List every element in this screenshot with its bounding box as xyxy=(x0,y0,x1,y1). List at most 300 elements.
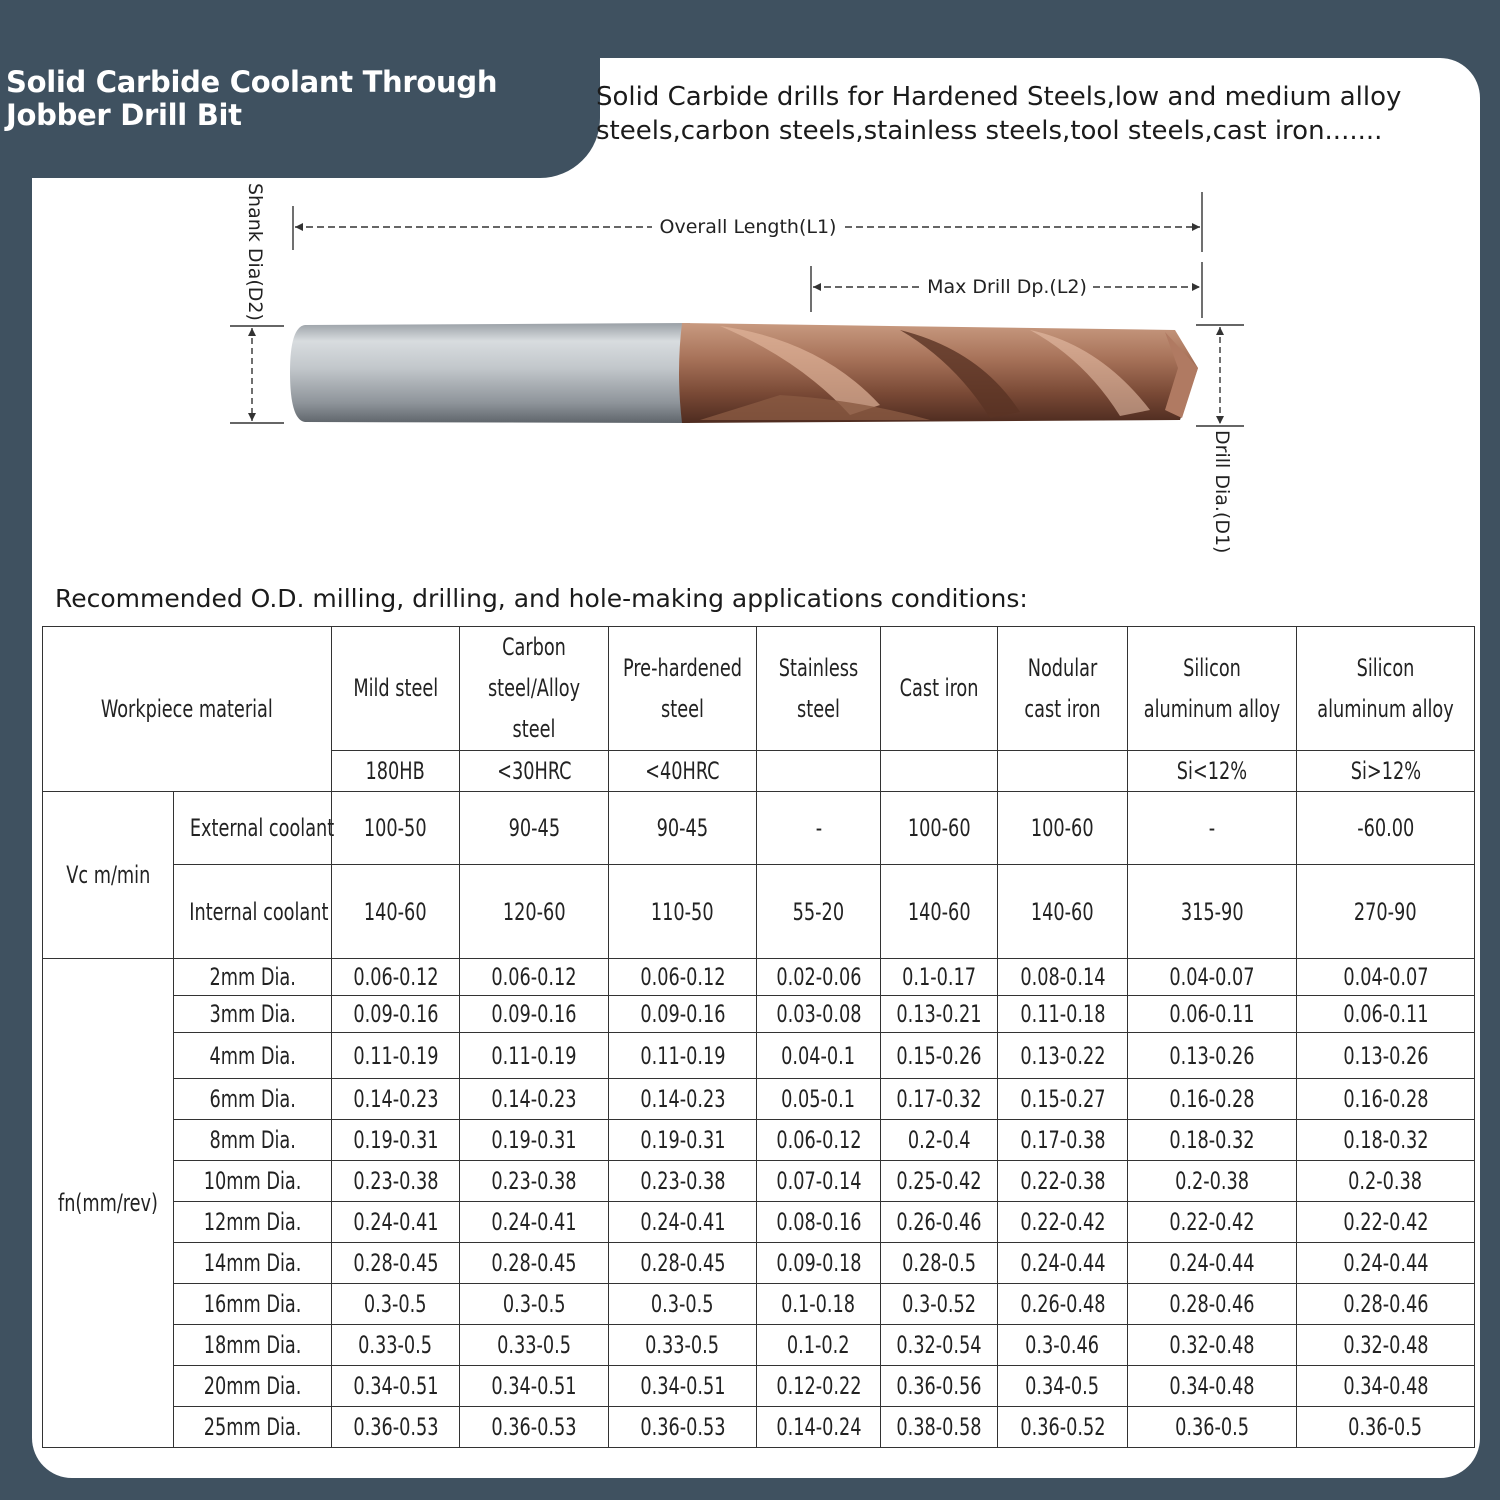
diameter-label-text: 18mm Dia. xyxy=(203,1331,302,1359)
table-cell xyxy=(998,1243,1128,1284)
table-cell-text: 0.36-0.53 xyxy=(491,1413,577,1441)
table-cell xyxy=(1128,1033,1297,1079)
table-cell xyxy=(332,1325,460,1366)
table-row xyxy=(43,1243,1475,1284)
table-cell-text: 0.34-0.48 xyxy=(1342,1372,1429,1400)
table-row xyxy=(43,1407,1475,1448)
table-cell xyxy=(609,1243,757,1284)
diameter-label-text: 12mm Dia. xyxy=(203,1208,302,1236)
table-cell xyxy=(460,792,609,865)
table-cell-text: 0.23-0.38 xyxy=(491,1167,577,1195)
coolant-label-text: External coolant xyxy=(189,814,335,842)
product-description: Solid Carbide drills for Hardened Steels,low and medium alloy steels,carbon steels,stainless steels,tool steels,cast iron....... xyxy=(596,82,1402,146)
table-cell xyxy=(1297,996,1475,1033)
diameter-label-text: 4mm Dia. xyxy=(209,1041,296,1070)
table-cell-text: 90-45 xyxy=(656,814,709,842)
table-cell xyxy=(1128,1284,1297,1325)
table-cell-text: 0.3-0.46 xyxy=(1025,1331,1100,1359)
table-cell-text: 0.19-0.31 xyxy=(639,1126,726,1154)
table-cell xyxy=(460,865,609,959)
material-header-text: Mild steel xyxy=(353,674,438,702)
diameter-label-text: 25mm Dia. xyxy=(203,1413,302,1441)
material-header xyxy=(757,627,881,751)
overall-length-label: Overall Length(L1) xyxy=(659,216,837,238)
table-cell-text: 0.2-0.38 xyxy=(1348,1167,1423,1195)
table-cell xyxy=(757,1202,881,1243)
table-cell xyxy=(1297,1325,1475,1366)
material-header xyxy=(332,627,460,751)
table-cell-text: 0.06-0.12 xyxy=(639,963,726,991)
material-header xyxy=(609,627,757,751)
table-cell-text: 0.24-0.41 xyxy=(491,1208,577,1236)
diameter-label xyxy=(174,1366,332,1407)
table-cell xyxy=(1128,996,1297,1033)
table-cell xyxy=(1297,1033,1475,1079)
coolant-label-text: Internal coolant xyxy=(189,897,329,926)
table-cell xyxy=(609,1033,757,1079)
table-cell xyxy=(998,1033,1128,1079)
table-cell xyxy=(460,996,609,1033)
diameter-label-text: 16mm Dia. xyxy=(203,1290,302,1318)
table-cell-text: 0.24-0.41 xyxy=(639,1208,726,1236)
table-cell-text: 0.09-0.16 xyxy=(352,1000,439,1028)
table-cell-text: 0.34-0.51 xyxy=(491,1372,577,1400)
table-cell xyxy=(757,996,881,1033)
table-cell xyxy=(609,996,757,1033)
table-cell-text: 0.28-0.46 xyxy=(1169,1290,1255,1318)
table-cell-text: 0.11-0.18 xyxy=(1019,1000,1106,1028)
table-cell xyxy=(332,959,460,996)
table-cell-text: 0.19-0.31 xyxy=(352,1126,439,1154)
hardness-cell xyxy=(881,751,998,792)
table-cell xyxy=(460,1120,609,1161)
table-cell-text: 0.04-0.07 xyxy=(1169,963,1255,991)
table-cell-text: 0.28-0.45 xyxy=(639,1249,726,1277)
hardness-cell xyxy=(1128,751,1297,792)
table-cell-text: 0.3-0.52 xyxy=(902,1290,976,1318)
hardness-cell-text: Si>12% xyxy=(1350,757,1421,785)
table-cell-text: 100-60 xyxy=(1031,814,1094,842)
table-cell-text: 0.36-0.53 xyxy=(352,1413,439,1441)
table-cell-text: 0.34-0.48 xyxy=(1169,1372,1255,1400)
table-cell-text: 0.36-0.56 xyxy=(896,1372,982,1400)
diameter-label xyxy=(174,1033,332,1079)
table-cell xyxy=(460,1161,609,1202)
table-cell-text: 0.28-0.46 xyxy=(1342,1290,1429,1318)
table-cell-text: - xyxy=(1208,814,1216,842)
hardness-cell xyxy=(460,751,609,792)
table-row xyxy=(43,865,1475,959)
table-cell xyxy=(460,1079,609,1120)
table-cell-text: 0.19-0.31 xyxy=(491,1126,577,1154)
table-cell xyxy=(998,865,1128,959)
diameter-label-text: 2mm Dia. xyxy=(209,963,296,991)
table-cell-text: 0.33-0.5 xyxy=(497,1331,571,1359)
table-cell-text: 0.13-0.22 xyxy=(1019,1041,1106,1070)
table-cell-text: 0.08-0.16 xyxy=(775,1208,862,1236)
table-cell xyxy=(1128,1202,1297,1243)
workpiece-material-header-text: Workpiece material xyxy=(101,695,273,723)
table-cell xyxy=(332,1243,460,1284)
material-header-text: Pre-hardened steel xyxy=(623,653,742,723)
table-cell xyxy=(1128,865,1297,959)
table-cell-text: 270-90 xyxy=(1354,897,1417,926)
table-cell-text: 0.14-0.23 xyxy=(352,1085,439,1113)
table-cell-text: 0.36-0.52 xyxy=(1019,1413,1106,1441)
table-cell-text: 0.28-0.5 xyxy=(902,1249,976,1277)
table-cell xyxy=(998,1079,1128,1120)
table-cell-text: 0.03-0.08 xyxy=(775,1000,862,1028)
table-cell xyxy=(998,959,1128,996)
table-cell xyxy=(1128,1079,1297,1120)
diameter-label-text: 8mm Dia. xyxy=(209,1126,296,1154)
table-row xyxy=(43,1366,1475,1407)
table-cell-text: 0.1-0.17 xyxy=(902,963,976,991)
table-cell xyxy=(757,1161,881,1202)
material-header xyxy=(460,627,609,751)
table-cell xyxy=(609,1161,757,1202)
table-cell xyxy=(1128,959,1297,996)
table-cell xyxy=(1297,865,1475,959)
max-drill-depth-label: Max Drill Dp.(L2) xyxy=(927,276,1087,298)
table-cell-text: 120-60 xyxy=(502,897,566,926)
table-cell xyxy=(881,792,998,865)
table-cell-text: 0.15-0.27 xyxy=(1019,1085,1106,1113)
hardness-cell xyxy=(757,751,881,792)
table-cell xyxy=(757,792,881,865)
table-cell-text: 0.09-0.16 xyxy=(639,1000,726,1028)
table-cell-text: 0.32-0.48 xyxy=(1342,1331,1429,1359)
table-cell-text: 0.3-0.5 xyxy=(651,1290,714,1318)
table-cell-text: 0.05-0.1 xyxy=(781,1085,856,1113)
table-cell xyxy=(609,1202,757,1243)
table-cell xyxy=(757,1079,881,1120)
diameter-label xyxy=(174,959,332,996)
table-cell-text: 0.32-0.54 xyxy=(896,1331,982,1359)
table-cell xyxy=(460,1325,609,1366)
table-cell-text: 0.36-0.5 xyxy=(1348,1413,1423,1441)
table-cell xyxy=(609,959,757,996)
table-cell xyxy=(1297,1243,1475,1284)
table-cell-text: 0.06-0.12 xyxy=(491,963,577,991)
table-cell xyxy=(881,865,998,959)
table-cell-text: 0.22-0.42 xyxy=(1019,1208,1106,1236)
table-cell xyxy=(1128,1161,1297,1202)
material-header-text: Silicon aluminum alloy xyxy=(1143,653,1281,723)
table-cell-text: 0.06-0.12 xyxy=(775,1126,862,1154)
table-cell-text: 0.28-0.45 xyxy=(352,1249,439,1277)
table-row xyxy=(43,996,1475,1033)
table-cell-text: 140-60 xyxy=(1031,897,1094,926)
table-cell-text: 0.18-0.32 xyxy=(1169,1126,1255,1154)
table-cell xyxy=(998,1202,1128,1243)
table-cell-text: 0.33-0.5 xyxy=(645,1331,720,1359)
table-cell-text: 0.2-0.38 xyxy=(1175,1167,1249,1195)
diameter-label xyxy=(174,996,332,1033)
table-cell-text: 0.02-0.06 xyxy=(775,963,862,991)
table-cell xyxy=(757,959,881,996)
table-cell-text: 0.26-0.48 xyxy=(1019,1290,1106,1318)
table-cell-text: 0.12-0.22 xyxy=(775,1372,862,1400)
table-cell-text: 0.04-0.1 xyxy=(781,1041,856,1070)
table-cell-text: 0.36-0.5 xyxy=(1175,1413,1249,1441)
table-cell xyxy=(332,1079,460,1120)
table-cell xyxy=(1128,1243,1297,1284)
hardness-cell-text: <30HRC xyxy=(496,757,572,785)
table-cell xyxy=(998,1161,1128,1202)
table-cell-text: 100-60 xyxy=(907,814,971,842)
table-cell-text: 0.17-0.32 xyxy=(896,1085,982,1113)
drill-diagram xyxy=(0,170,1500,580)
table-cell xyxy=(1297,1366,1475,1407)
table-cell xyxy=(1128,1325,1297,1366)
table-cell-text: 0.14-0.24 xyxy=(775,1413,862,1441)
table-cell-text: 315-90 xyxy=(1180,897,1244,926)
shank-dia-label: Shank Dia(D2) xyxy=(244,183,266,321)
table-cell xyxy=(998,996,1128,1033)
table-cell-text: 140-60 xyxy=(364,897,427,926)
table-cell xyxy=(881,1325,998,1366)
table-cell-text: 0.22-0.42 xyxy=(1169,1208,1255,1236)
table-cell xyxy=(881,1033,998,1079)
table-cell-text: 0.3-0.5 xyxy=(364,1290,427,1318)
workpiece-material-header xyxy=(43,627,332,792)
table-cell xyxy=(881,1161,998,1202)
table-cell-text: 0.1-0.2 xyxy=(787,1331,850,1359)
diameter-label-text: 14mm Dia. xyxy=(203,1249,302,1277)
table-cell xyxy=(881,996,998,1033)
diameter-label xyxy=(174,1202,332,1243)
table-cell xyxy=(998,1120,1128,1161)
diameter-label xyxy=(174,1161,332,1202)
table-cell xyxy=(757,1243,881,1284)
hardness-cell xyxy=(998,751,1128,792)
table-cell-text: 140-60 xyxy=(907,897,971,926)
table-row xyxy=(43,1033,1475,1079)
section-title: Recommended O.D. milling, drilling, and hole-making applications conditions: xyxy=(55,584,1028,613)
table-cell-text: -60.00 xyxy=(1356,814,1415,842)
table-cell xyxy=(1297,1161,1475,1202)
table-cell-text: 0.23-0.38 xyxy=(352,1167,439,1195)
material-header-text: Silicon aluminum alloy xyxy=(1317,653,1454,723)
material-header xyxy=(1297,627,1475,751)
table-cell xyxy=(460,1202,609,1243)
table-cell xyxy=(332,1120,460,1161)
table-cell-text: 0.28-0.45 xyxy=(491,1249,577,1277)
material-header xyxy=(881,627,998,751)
table-cell xyxy=(998,1366,1128,1407)
table-cell-text: 0.04-0.07 xyxy=(1342,963,1429,991)
table-cell-text: 0.11-0.19 xyxy=(639,1041,726,1070)
table-cell-text: 55-20 xyxy=(792,897,845,926)
table-row xyxy=(43,792,1475,865)
table-cell xyxy=(998,1407,1128,1448)
title-banner xyxy=(0,0,600,178)
table-cell xyxy=(1128,1407,1297,1448)
table-row xyxy=(43,1325,1475,1366)
table-cell xyxy=(609,1325,757,1366)
material-header-text: Carbon steel/Alloy steel xyxy=(487,633,581,743)
hardness-cell xyxy=(609,751,757,792)
table-cell-text: 90-45 xyxy=(508,814,560,842)
table-cell-text: 0.09-0.18 xyxy=(775,1249,862,1277)
table-cell xyxy=(332,1284,460,1325)
fn-label xyxy=(43,959,174,1448)
table-cell-text: 0.34-0.51 xyxy=(639,1372,726,1400)
material-header-text: Cast iron xyxy=(899,674,979,702)
table-cell-text: 0.38-0.58 xyxy=(896,1413,982,1441)
table-cell-text: 0.17-0.38 xyxy=(1019,1126,1106,1154)
diameter-label-text: 3mm Dia. xyxy=(209,1000,296,1028)
table-cell-text: 0.06-0.11 xyxy=(1169,1000,1255,1028)
hardness-cell xyxy=(1297,751,1475,792)
table-cell xyxy=(460,959,609,996)
table-cell-text: 0.2-0.4 xyxy=(907,1126,971,1154)
table-cell-text: 0.22-0.42 xyxy=(1342,1208,1429,1236)
coolant-label xyxy=(174,865,332,959)
table-cell xyxy=(332,1161,460,1202)
table-cell-text: - xyxy=(815,814,822,842)
table-cell-text: 0.24-0.41 xyxy=(352,1208,439,1236)
table-cell xyxy=(609,1079,757,1120)
diameter-label-text: 10mm Dia. xyxy=(203,1167,302,1195)
table-cell-text: 0.09-0.16 xyxy=(491,1000,577,1028)
table-cell xyxy=(1297,1120,1475,1161)
table-row xyxy=(43,1161,1475,1202)
table-cell-text: 0.08-0.14 xyxy=(1019,963,1106,991)
material-header-text: Stainless steel xyxy=(778,653,859,723)
material-header xyxy=(998,627,1128,751)
table-cell xyxy=(998,1325,1128,1366)
diameter-label xyxy=(174,1325,332,1366)
table-cell-text: 0.26-0.46 xyxy=(896,1208,982,1236)
table-cell xyxy=(332,1407,460,1448)
table-cell-text: 0.14-0.23 xyxy=(639,1085,726,1113)
table-cell xyxy=(609,865,757,959)
table-cell xyxy=(1128,792,1297,865)
hardness-cell xyxy=(332,751,460,792)
table-cell xyxy=(332,996,460,1033)
diameter-label xyxy=(174,1079,332,1120)
table-cell xyxy=(460,1284,609,1325)
table-header-row xyxy=(43,627,1475,751)
table-cell xyxy=(881,959,998,996)
diameter-label xyxy=(174,1243,332,1284)
hardness-cell-text: 180HB xyxy=(365,757,426,785)
table-cell xyxy=(460,1243,609,1284)
table-cell xyxy=(1297,1407,1475,1448)
diameter-label-text: 20mm Dia. xyxy=(203,1372,302,1400)
table-cell-text: 0.18-0.32 xyxy=(1342,1126,1429,1154)
table-cell-text: 0.24-0.44 xyxy=(1019,1249,1106,1277)
diameter-label xyxy=(174,1407,332,1448)
table-cell xyxy=(460,1366,609,1407)
table-cell xyxy=(757,1284,881,1325)
hardness-cell-text: Si<12% xyxy=(1176,757,1248,785)
table-cell-text: 0.07-0.14 xyxy=(775,1167,862,1195)
page-title: Solid Carbide Coolant Through Jobber Drill Bit xyxy=(6,65,498,132)
table-row xyxy=(43,1202,1475,1243)
table-cell-text: 0.24-0.44 xyxy=(1342,1249,1429,1277)
table-cell xyxy=(332,1202,460,1243)
table-cell xyxy=(757,1120,881,1161)
table-cell-text: 0.24-0.44 xyxy=(1169,1249,1255,1277)
table-cell xyxy=(460,1407,609,1448)
material-header xyxy=(1128,627,1297,751)
table-cell-text: 0.34-0.5 xyxy=(1025,1372,1100,1400)
table-cell xyxy=(332,1366,460,1407)
table-cell-text: 0.14-0.23 xyxy=(491,1085,577,1113)
table-cell xyxy=(609,1120,757,1161)
coolant-label xyxy=(174,792,335,865)
table-cell xyxy=(757,1366,881,1407)
table-cell-text: 0.06-0.11 xyxy=(1342,1000,1429,1028)
table-cell xyxy=(881,1120,998,1161)
table-cell-text: 0.33-0.5 xyxy=(358,1331,433,1359)
table-cell-text: 0.13-0.21 xyxy=(896,1000,982,1028)
table-cell xyxy=(757,1325,881,1366)
table-cell xyxy=(1297,1202,1475,1243)
table-cell-text: 0.13-0.26 xyxy=(1169,1041,1255,1070)
table-cell-text: 0.36-0.53 xyxy=(639,1413,726,1441)
table-cell xyxy=(998,1284,1128,1325)
table-cell-text: 0.25-0.42 xyxy=(896,1167,982,1195)
table-cell-text: 0.32-0.48 xyxy=(1169,1331,1255,1359)
table-cell xyxy=(1128,1120,1297,1161)
table-cell-text: 0.16-0.28 xyxy=(1342,1085,1429,1113)
table-cell-text: 0.13-0.26 xyxy=(1342,1041,1429,1070)
table-cell xyxy=(609,792,757,865)
table-cell xyxy=(1297,792,1475,865)
diameter-label xyxy=(174,1120,332,1161)
table-cell xyxy=(881,1202,998,1243)
table-cell-text: 0.15-0.26 xyxy=(896,1041,982,1070)
table-cell-text: 110-50 xyxy=(651,897,714,926)
table-row xyxy=(43,1284,1475,1325)
table-cell xyxy=(998,792,1128,865)
table-cell-text: 0.22-0.38 xyxy=(1019,1167,1106,1195)
table-cell xyxy=(609,1407,757,1448)
table-cell-text: 100-50 xyxy=(364,814,427,842)
table-cell xyxy=(1128,1366,1297,1407)
table-cell-text: 0.1-0.18 xyxy=(781,1290,856,1318)
table-cell-text: 0.23-0.38 xyxy=(639,1167,726,1195)
table-row xyxy=(43,1079,1475,1120)
table-cell-text: 0.11-0.19 xyxy=(352,1041,439,1070)
table-cell xyxy=(332,792,460,865)
table-cell xyxy=(881,1366,998,1407)
table-cell xyxy=(881,1243,998,1284)
hardness-cell-text: <40HRC xyxy=(645,757,720,785)
diameter-label xyxy=(174,1284,332,1325)
table-cell xyxy=(757,1407,881,1448)
drill-dia-label: Drill Dia.(D1) xyxy=(1211,430,1233,554)
diameter-label-text: 6mm Dia. xyxy=(209,1085,296,1113)
table-cell-text: 0.3-0.5 xyxy=(502,1290,566,1318)
vc-label xyxy=(43,792,174,959)
table-cell-text: 0.06-0.12 xyxy=(352,963,439,991)
table-cell xyxy=(1297,1079,1475,1120)
table-cell-text: 0.16-0.28 xyxy=(1169,1085,1255,1113)
fn-label-text: fn(mm/rev) xyxy=(58,1189,158,1217)
table-cell xyxy=(460,1033,609,1079)
table-cell xyxy=(332,1033,460,1079)
table-cell-text: 0.11-0.19 xyxy=(491,1041,577,1070)
table-cell xyxy=(1297,959,1475,996)
table-row xyxy=(43,1120,1475,1161)
material-header-text: Nodular cast iron xyxy=(1024,653,1101,723)
table-cell xyxy=(332,865,460,959)
